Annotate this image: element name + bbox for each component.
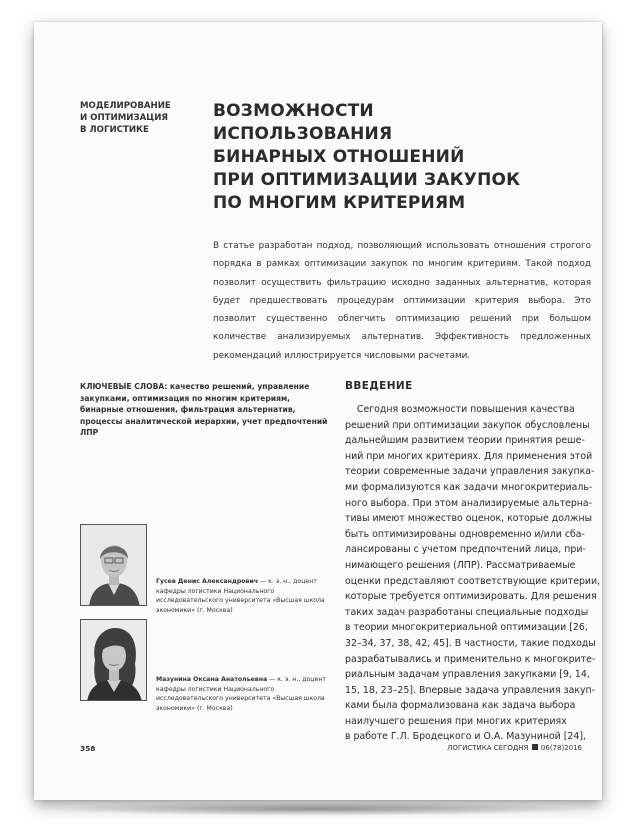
author-portrait-image xyxy=(81,525,147,606)
author-photo-woman xyxy=(80,619,147,701)
journal-name: ЛОГИСТИКА СЕГОДНЯ xyxy=(447,744,529,752)
journal-issue: 06(78)2016 xyxy=(540,744,582,752)
body-line: теории современные задачи управления закупка- xyxy=(345,466,595,478)
article-title xyxy=(213,100,553,215)
section-heading: ВВЕДЕНИЕ xyxy=(345,380,413,392)
body-line: Сегодня возможности повышения качества xyxy=(345,404,575,415)
body-line: ками была формализована как задача выбора xyxy=(345,700,576,712)
author-bio xyxy=(156,577,330,615)
abstract: В статье разработан подход, позволяющий использовать отношения строгого порядка в рамках оптимизации закупок по многим критериям. Такой подход позволит осуществить фильтрацию исходно заданных альтернатив, которая будет предшествовать процедурам оптимизации критерия выбора. Это позволит существенно облегчить оптимизацию решений при большом количестве анализируемых альтернатив. Эффективность предложенных рекомендаций иллюстрируется числовыми расчетами. xyxy=(213,241,591,361)
rubric-line: В ЛОГИСТИКЕ xyxy=(80,125,149,135)
body-line: 15, 18, 23–25]. Впервые задача управления закуп- xyxy=(345,684,596,696)
title-line: ПО МНОГИМ КРИТЕРИЯМ xyxy=(213,193,466,213)
body-line: оценки представляют соответствующие критерии, xyxy=(345,575,601,587)
page-number: 358 xyxy=(80,744,96,753)
body-text xyxy=(345,402,601,745)
author-bio xyxy=(156,675,330,713)
section-rubric xyxy=(80,100,190,136)
body-line: наилучшего решения при многих критериях xyxy=(345,715,567,727)
author-info: — к. э. н., доцент кафедры логистики Национального исследовательского университета «Высшая школа экономики» (г. Москва) xyxy=(156,578,325,614)
body-line: ного выбора. При этом анализируемые альтерна- xyxy=(345,497,593,509)
title-line: ВОЗМОЖНОСТИ ИСПОЛЬЗОВАНИЯ xyxy=(213,101,393,144)
body-line: ний при многих критериях. Для применения этой xyxy=(345,450,593,462)
title-line: ПРИ ОПТИМИЗАЦИИ ЗАКУПОК xyxy=(213,170,521,190)
author-name: Мазунина Оксана Анатольевна xyxy=(156,676,268,683)
body-line: таких задач разработаны специальные подходы xyxy=(345,606,589,618)
author-portrait-image xyxy=(81,620,147,701)
author-photo-man xyxy=(80,524,147,606)
body-line: ми формализуются как задачи многокритериаль- xyxy=(345,481,593,493)
body-line: риальным задачам управления закупками [9, 14, xyxy=(345,669,590,681)
body-line: лансированы с учетом предпочтений лица, при- xyxy=(345,544,586,556)
body-line: решений при оптимизации закупок обусловлены xyxy=(345,419,590,431)
body-line: разрабатывались и применительно к многокрите- xyxy=(345,653,596,665)
rubric-line: И ОПТИМИЗАЦИЯ xyxy=(80,113,169,123)
square-bullet-icon xyxy=(532,744,538,750)
author-info: — к. э. н., доцент кафедры логистики Национального исследовательского университета «Высшая школа экономики» (г. Москва) xyxy=(156,676,326,712)
body-line: тивы имеют множество оценок, которые должны xyxy=(345,513,592,525)
body-line: дальнейшим развитием теории принятия реше- xyxy=(345,435,585,447)
running-footer xyxy=(447,744,582,752)
body-line: быть оптимизированы одновременно и/или сба- xyxy=(345,528,585,540)
body-line: нимающего решения (ЛПР). Рассматриваемые xyxy=(345,559,576,571)
page-shadow xyxy=(50,802,586,816)
body-line: 32–34, 37, 38, 42, 45]. В частности, такие подходы xyxy=(345,637,596,649)
rubric-line: МОДЕЛИРОВАНИЕ xyxy=(80,101,171,111)
body-line: которые требуется оптимизировать. Для решения xyxy=(345,591,597,603)
body-line: в теории многокритериальной оптимизации [26, xyxy=(345,622,588,634)
body-line: в работе Г.Л. Бродецкого и О.А. Мазуниной [24], xyxy=(345,731,586,743)
author-name: Гусев Денис Александрович xyxy=(156,578,259,585)
keywords: КЛЮЧЕВЫЕ СЛОВА: качество решений, управление закупками, оптимизация по многим критериям, бинарные отношения, фильтрация альтернатив, процессы аналитической иерархии, учет предпочтений ЛПР xyxy=(80,382,328,438)
title-line: БИНАРНЫХ ОТНОШЕНИЙ xyxy=(213,147,465,167)
